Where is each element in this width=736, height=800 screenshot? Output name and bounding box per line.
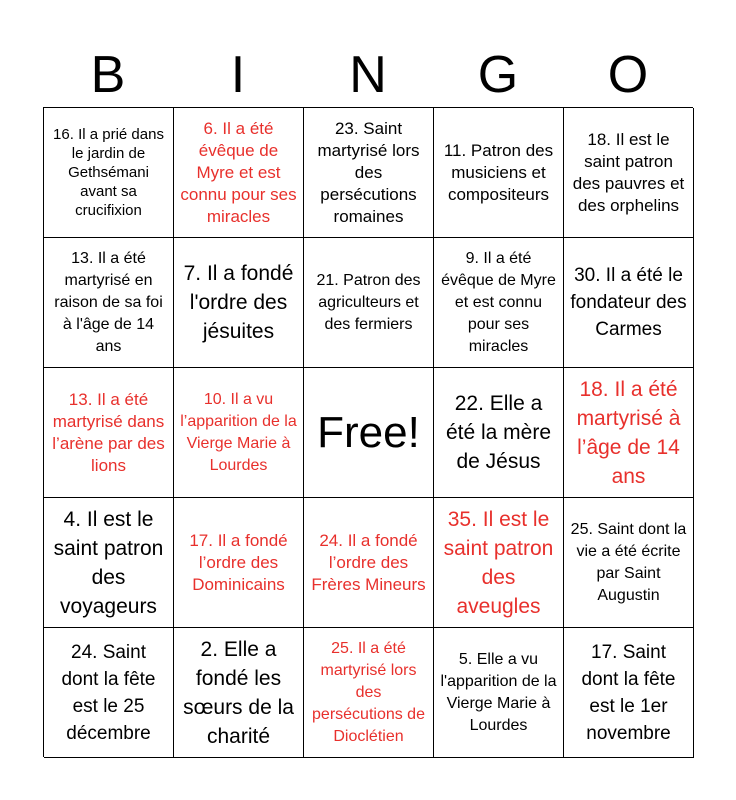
bingo-cell[interactable]: 4. Il est le saint patron des voyageurs	[44, 498, 174, 628]
free-space[interactable]: Free!	[304, 368, 434, 498]
header-letter-o: O	[607, 46, 649, 104]
bingo-cell[interactable]: 23. Saint martyrisé lors des persécutions romaines	[304, 108, 434, 238]
bingo-header	[43, 42, 693, 108]
bingo-cell[interactable]: 18. Il est le saint patron des pauvres et des orphelins	[564, 108, 694, 238]
bingo-cell[interactable]: 13. Il a été martyrisé dans l’arène par des lions	[44, 368, 174, 498]
bingo-cell[interactable]: 17. Il a fondé l’ordre des Dominicains	[174, 498, 304, 628]
bingo-cell[interactable]: 21. Patron des agriculteurs et des fermiers	[304, 238, 434, 368]
bingo-cell[interactable]: 22. Elle a été la mère de Jésus	[434, 368, 564, 498]
bingo-cell[interactable]: 10. Il a vu l’apparition de la Vierge Marie à Lourdes	[174, 368, 304, 498]
bingo-cell[interactable]: 5. Elle a vu l'apparition de la Vierge Marie à Lourdes	[434, 628, 564, 758]
bingo-cell[interactable]: 25. Il a été martyrisé lors des persécutions de Dioclétien	[304, 628, 434, 758]
bingo-cell[interactable]: 17. Saint dont la fête est le 1er novembre	[564, 628, 694, 758]
bingo-cell[interactable]: 24. Il a fondé l’ordre des Frères Mineurs	[304, 498, 434, 628]
bingo-cell[interactable]: 24. Saint dont la fête est le 25 décembre	[44, 628, 174, 758]
bingo-cell[interactable]: 35. Il est le saint patron des aveugles	[434, 498, 564, 628]
header-letter-i: I	[230, 46, 246, 104]
bingo-cell[interactable]: 7. Il a fondé l'ordre des jésuites	[174, 238, 304, 368]
bingo-cell[interactable]: 25. Saint dont la vie a été écrite par Saint Augustin	[564, 498, 694, 628]
header-letter-b: B	[90, 46, 126, 104]
header-letter-n: N	[349, 46, 387, 104]
bingo-cell[interactable]: 30. Il a été le fondateur des Carmes	[564, 238, 694, 368]
bingo-cell[interactable]: 6. Il a été évêque de Myre et est connu pour ses miracles	[174, 108, 304, 238]
bingo-cell[interactable]: 2. Elle a fondé les sœurs de la charité	[174, 628, 304, 758]
bingo-grid	[43, 107, 693, 757]
bingo-cell[interactable]: 18. Il a été martyrisé à l’âge de 14 ans	[564, 368, 694, 498]
bingo-cell[interactable]: 13. Il a été martyrisé en raison de sa foi à l'âge de 14 ans	[44, 238, 174, 368]
bingo-cell[interactable]: 16. Il a prié dans le jardin de Gethsémani avant sa crucifixion	[44, 108, 174, 238]
bingo-cell[interactable]: 11. Patron des musiciens et compositeurs	[434, 108, 564, 238]
bingo-cell[interactable]: 9. Il a été évêque de Myre et est connu pour ses miracles	[434, 238, 564, 368]
header-letter-g: G	[477, 46, 519, 104]
